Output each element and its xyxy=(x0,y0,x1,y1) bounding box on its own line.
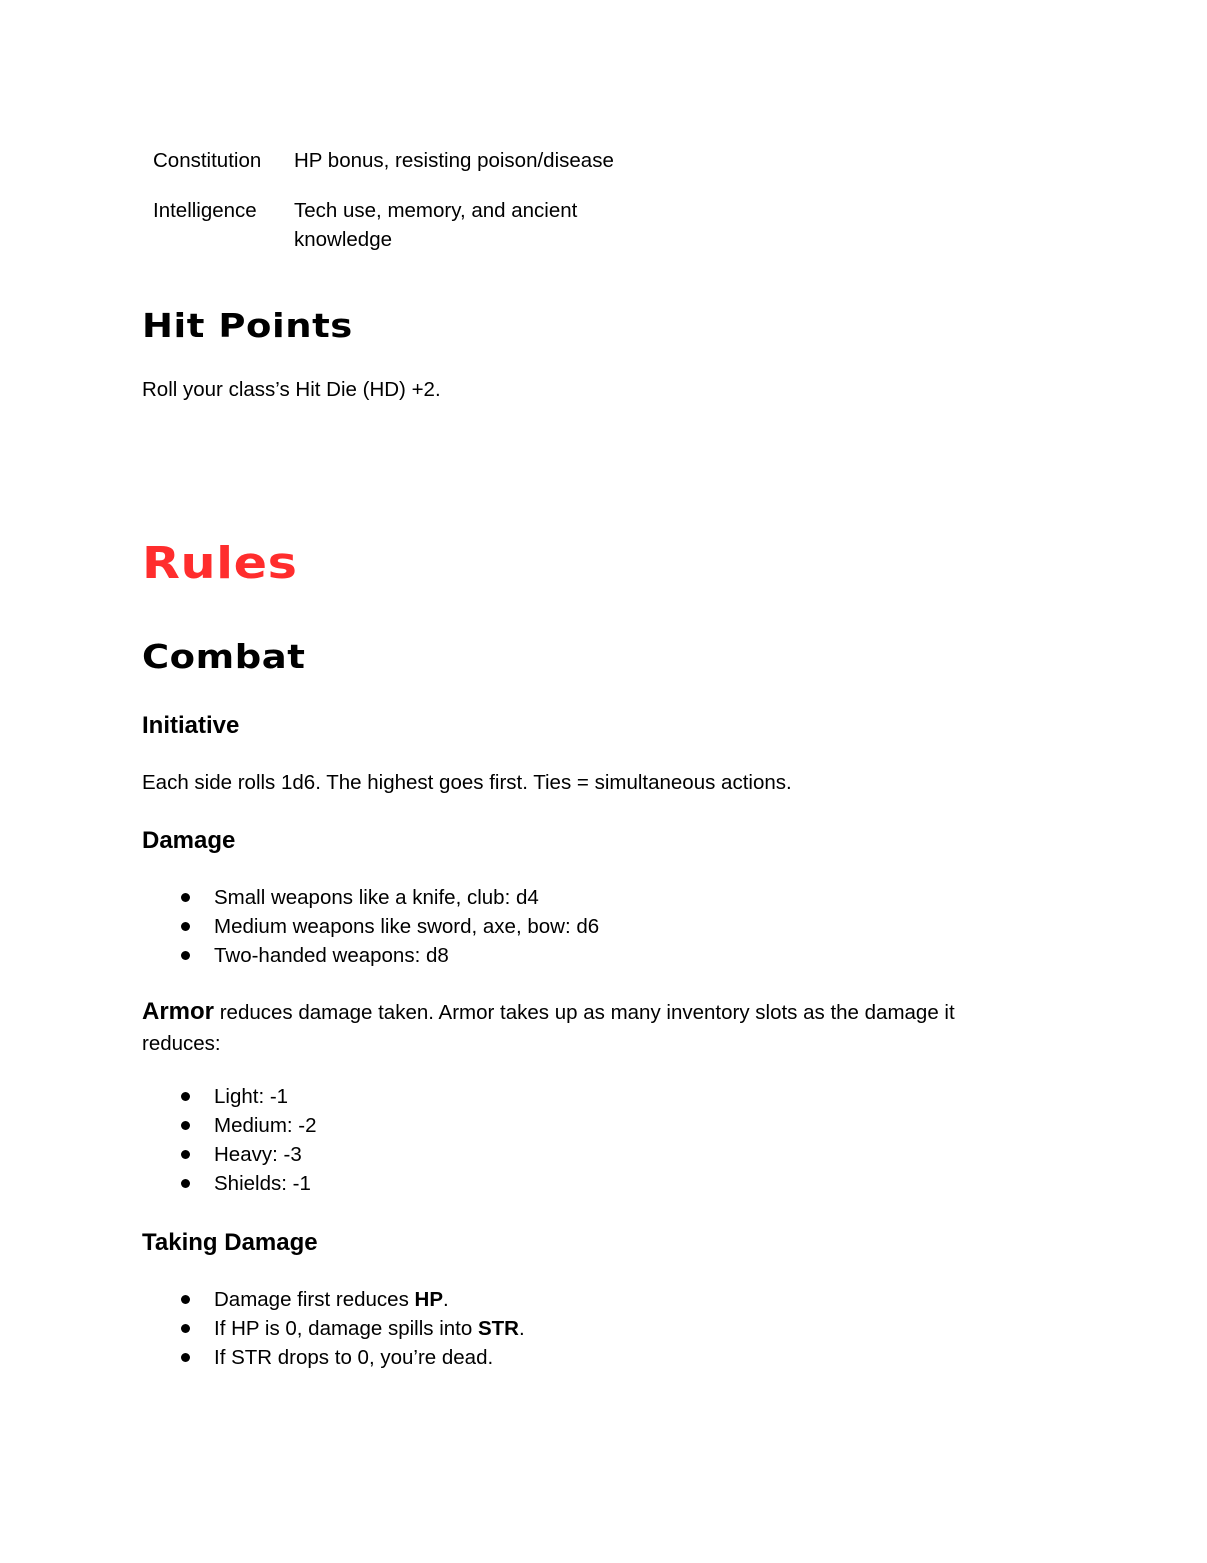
list-item-text: Medium: -2 xyxy=(214,1114,317,1137)
table-row xyxy=(142,175,654,254)
list-item-text: Light: -1 xyxy=(214,1085,289,1108)
bullet-icon xyxy=(181,893,190,902)
armor-text: reduces damage taken. Armor takes up as many inventory slots as the damage it xyxy=(214,1001,955,1024)
damage-list xyxy=(142,883,599,970)
list-item-text: Damage first reduces xyxy=(214,1288,415,1311)
list-item-text: Small weapons like a knife, club: d4 xyxy=(214,886,539,909)
list-item-bold: HP xyxy=(414,1288,444,1311)
list-item-text: . xyxy=(443,1288,449,1311)
attribute-description xyxy=(294,146,654,175)
list-item-text: Shields: -1 xyxy=(214,1172,311,1195)
hit-points-text: Roll your class’s Hit Die (HD) +2. xyxy=(142,378,441,401)
damage-heading: Damage xyxy=(142,827,236,854)
attribute-description-text: knowledge xyxy=(294,228,393,251)
list-item xyxy=(142,1140,317,1169)
hit-points-heading: Hit Points xyxy=(142,306,353,345)
taking-damage-list xyxy=(142,1285,525,1372)
list-item xyxy=(142,1285,525,1314)
taking-damage-heading: Taking Damage xyxy=(142,1229,318,1256)
attribute-description xyxy=(294,175,654,254)
list-item-text: Medium weapons like sword, axe, bow: d6 xyxy=(214,915,600,938)
bullet-icon xyxy=(181,1179,190,1188)
armor-lead: Armor xyxy=(142,998,215,1025)
list-item xyxy=(142,1111,317,1140)
list-item xyxy=(142,1169,317,1198)
list-item xyxy=(142,1082,317,1111)
list-item-text: If HP is 0, damage spills into xyxy=(214,1317,478,1340)
bullet-icon xyxy=(181,922,190,931)
bullet-icon xyxy=(181,951,190,960)
list-item-text: If STR drops to 0, you’re dead. xyxy=(214,1346,494,1369)
bullet-icon xyxy=(181,1324,190,1333)
initiative-heading: Initiative xyxy=(142,712,240,739)
bullet-icon xyxy=(181,1295,190,1304)
list-item-text: Heavy: -3 xyxy=(214,1143,302,1166)
combat-heading: Combat xyxy=(142,637,306,676)
bullet-icon xyxy=(181,1353,190,1362)
list-item xyxy=(142,883,599,912)
attribute-name: Constitution xyxy=(153,149,262,172)
attributes-table xyxy=(142,146,654,254)
list-item xyxy=(142,912,599,941)
armor-list xyxy=(142,1082,317,1198)
list-item xyxy=(142,1343,525,1372)
list-item xyxy=(142,1314,525,1343)
bullet-icon xyxy=(181,1150,190,1159)
attribute-name: Intelligence xyxy=(153,199,257,222)
armor-text-continued: reduces: xyxy=(142,1032,221,1055)
armor-paragraph xyxy=(142,997,955,1027)
bullet-icon xyxy=(181,1121,190,1130)
attribute-description-text: HP bonus, resisting poison/disease xyxy=(294,149,614,172)
attribute-description-text: Tech use, memory, and ancient xyxy=(294,199,578,222)
list-item xyxy=(142,941,599,970)
table-row xyxy=(142,146,654,175)
initiative-text: Each side rolls 1d6. The highest goes first. Ties = simultaneous actions. xyxy=(142,771,792,794)
bullet-icon xyxy=(181,1092,190,1101)
list-item-text: . xyxy=(518,1317,525,1340)
list-item-text: Two-handed weapons: d8 xyxy=(214,944,449,967)
rules-title: Rules xyxy=(142,538,298,589)
list-item-bold: STR xyxy=(477,1317,519,1340)
